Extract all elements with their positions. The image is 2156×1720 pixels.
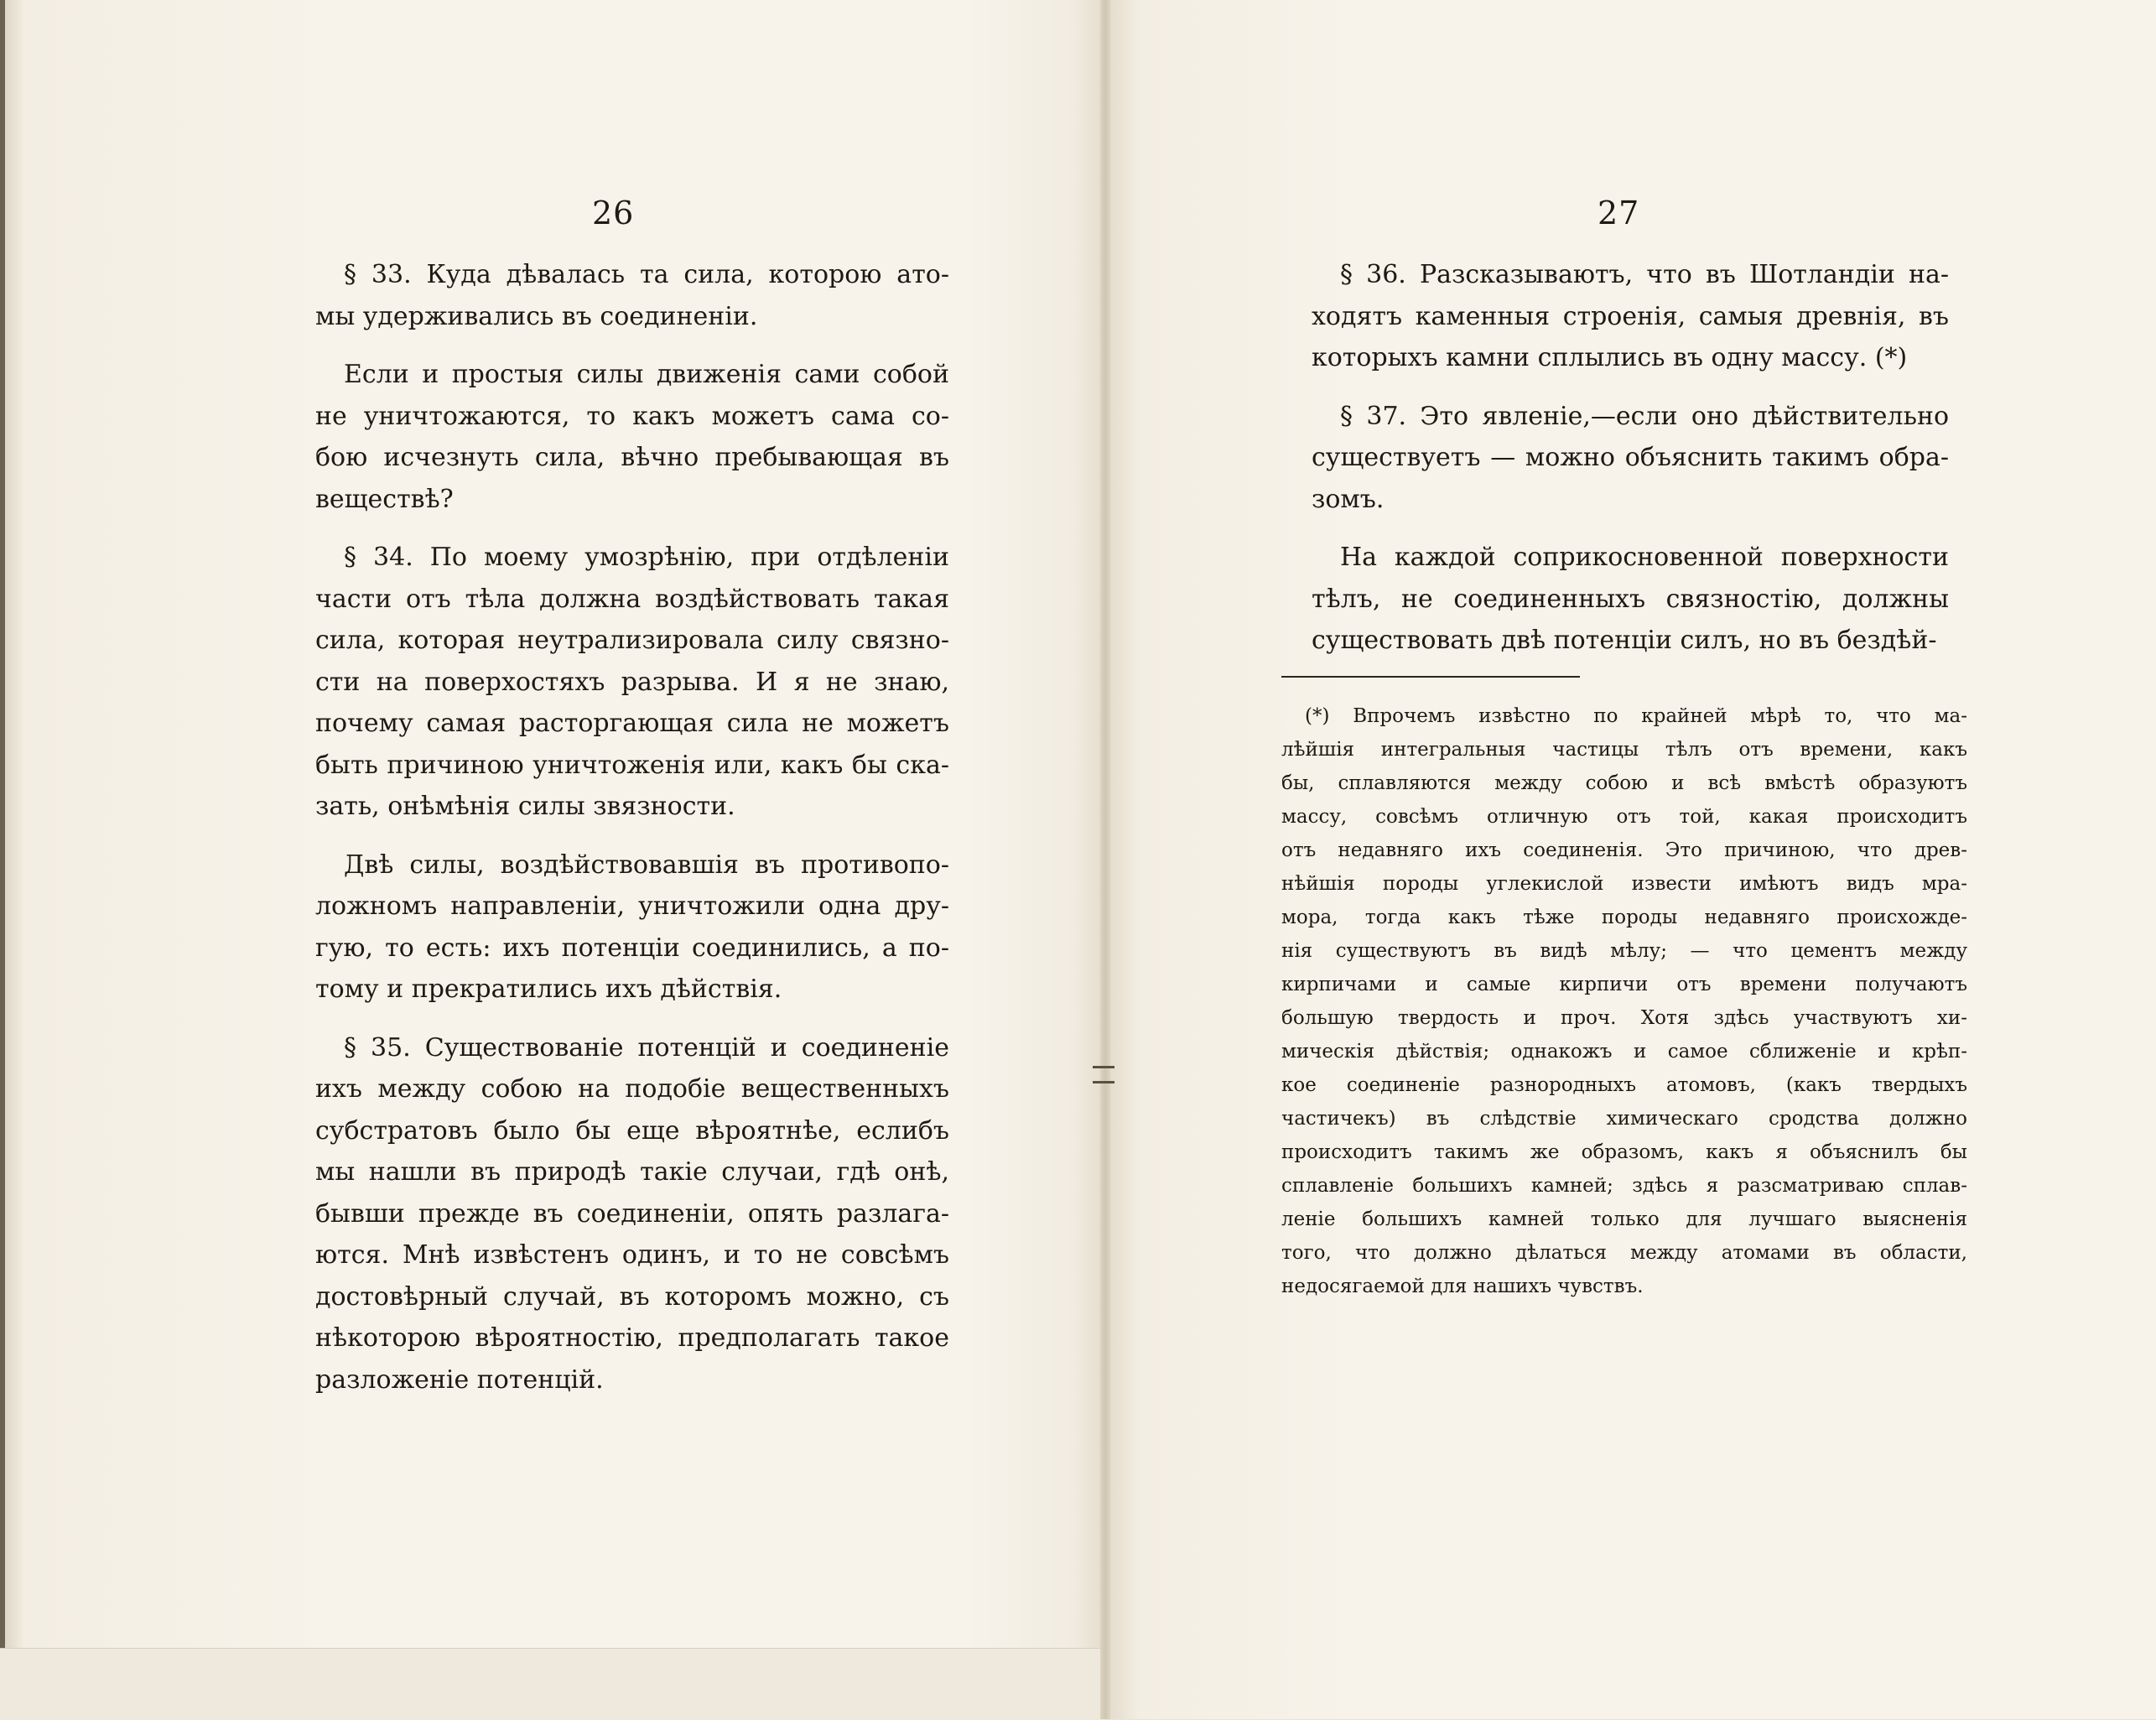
text-line: мы нашли въ природѣ такіе случаи, гдѣ онѣ, (315, 1157, 949, 1187)
text-line: субстратовъ было бы еще вѣроятнѣе, еслибъ (315, 1115, 949, 1146)
text-line: ются. Мнѣ извѣстенъ одинъ, и то не совсѣмъ (315, 1240, 949, 1270)
text-line: тѣлъ, не соединенныхъ связностію, должны (1312, 584, 1949, 614)
text-line: тому и прекратились ихъ дѣйствія. (315, 974, 782, 1004)
paragraph (285, 1027, 949, 1401)
fold-mark (1093, 1081, 1114, 1083)
text-line: существовать двѣ потенціи силъ, но въ бездѣй- (1312, 626, 1937, 655)
footnote-line: кирпичами и самые кирпичи отъ времени получаютъ (1281, 974, 1967, 995)
footnote-line: происходитъ такимъ же образомъ, какъ я объяснилъ бы (1281, 1141, 1967, 1163)
footnote-line: сплавленіе большихъ камней; здѣсь я разсматриваю сплав- (1281, 1175, 1967, 1197)
text-line: зомъ. (1312, 484, 1385, 514)
paragraph (1281, 254, 1949, 379)
footnote-line: леніе большихъ камней только для лучшаго выясненія (1281, 1208, 1967, 1230)
footnote-line: того, что должно дѣлаться между атомами въ области, (1281, 1242, 1967, 1264)
paragraph (285, 844, 949, 1011)
text-line: § 36. Разсказываютъ, что въ Шотландіи на- (1340, 260, 1949, 289)
text-line: На каждой соприкосновенной поверхности (1340, 543, 1949, 572)
paragraph (285, 354, 949, 520)
paragraph (1281, 396, 1949, 521)
footnote-rule (1281, 676, 1580, 678)
text-line: которыхъ камни сплылись въ одну массу. (*) (1312, 343, 1908, 372)
text-line: почему самая расторгающая сила не можетъ (315, 709, 949, 738)
text-line: быть причиною уничтоженія или, какъ бы ска- (315, 750, 949, 780)
fold-mark (1093, 1066, 1114, 1068)
footnote-line: кое соединеніе разнородныхъ атомовъ, (какъ твердыхъ (1281, 1074, 1967, 1096)
text-line: бывши прежде въ соединеніи, опять разлага- (315, 1198, 949, 1229)
footnote-line: отъ недавняго ихъ соединенія. Это причиною, что древ- (1281, 839, 1967, 861)
footnote-line: нѣйшія породы углекислой извести имѣютъ видъ мра- (1281, 873, 1967, 895)
page-bottom-edge (0, 1648, 1105, 1720)
text-line: достовѣрный случай, въ которомъ можно, съ (315, 1281, 949, 1312)
footnote-line: (*) Впрочемъ извѣстно по крайней мѣрѣ то, что ма- (1305, 705, 1967, 727)
text-line: бою исчезнуть сила, вѣчно пребывающая въ (315, 443, 949, 472)
footnote-line: бы, сплавляются между собою и всѣ вмѣстѣ образуютъ (1281, 772, 1967, 794)
left-page-body (285, 254, 949, 1417)
text-line: нѣкоторою вѣроятностію, предполагать такое (315, 1323, 949, 1353)
footnote-line: лѣйшія интегральныя частицы тѣлъ отъ времени, какъ (1281, 739, 1967, 761)
footnote-line: нія существуютъ въ видѣ мѣлу; — что цементъ между (1281, 940, 1967, 962)
text-line: не уничтожаются, то какъ можетъ сама со- (315, 401, 949, 431)
text-line: ложномъ направленіи, уничтожили одна дру- (315, 891, 949, 921)
footnote (1281, 699, 1967, 1303)
text-line: сила, которая неутрализировала силу связно- (315, 626, 949, 655)
paragraph (1281, 537, 1949, 662)
text-line: зать, онѣмѣнія силы звязности. (315, 792, 735, 821)
text-line: гую, то есть: ихъ потенціи соединились, а по- (315, 933, 949, 963)
footnote-line: мора, тогда какъ тѣже породы недавняго происхожде- (1281, 907, 1967, 928)
text-line: мы удерживались въ соединеніи. (315, 301, 758, 331)
page-number-right: 27 (1598, 195, 1640, 231)
footnote-line: частичекъ) въ слѣдствіе химическаго сродства должно (1281, 1108, 1967, 1130)
text-line: ихъ между собою на подобіе вещественныхъ (315, 1074, 949, 1104)
text-line: веществѣ? (315, 484, 454, 514)
footnote-line: массу, совсѣмъ отличную отъ той, какая происходитъ (1281, 806, 1967, 828)
text-line: § 33. Куда дѣвалась та сила, которою ато- (344, 260, 949, 289)
paragraph (285, 537, 949, 828)
footnote-line: мическія дѣйствія; однакожъ и самое сближеніе и крѣп- (1281, 1041, 1967, 1063)
text-line: § 34. По моему умозрѣнію, при отдѣленіи (344, 543, 949, 572)
text-line: существуетъ — можно объяснить такимъ обра- (1312, 443, 1949, 472)
text-line: Если и простыя силы движенія сами собой (344, 360, 949, 389)
text-line: сти на поверхостяхъ разрыва. И я не знаю, (315, 667, 949, 697)
footnote-line: недосягаемой для нашихъ чувствъ. (1281, 1276, 1644, 1297)
text-line: разложеніе потенцій. (315, 1364, 604, 1395)
text-line: части отъ тѣла должна воздѣйствовать такая (315, 584, 949, 614)
text-line: § 37. Это явленіе,—если оно дѣйствительно (1340, 401, 1949, 431)
right-page-body (1281, 254, 1949, 678)
page-number-left: 26 (592, 195, 635, 231)
text-line: ходятъ каменныя строенія, самыя древнія, въ (1312, 301, 1949, 331)
book-gutter (1100, 0, 1110, 1719)
text-line: § 35. Существованіе потенцій и соединеніе (344, 1032, 949, 1063)
book-edge (0, 0, 5, 1719)
footnote-line: большую твердость и проч. Хотя здѣсь участвуютъ хи- (1281, 1007, 1967, 1029)
text-line: Двѣ силы, воздѣйствовавшія въ противопо- (344, 850, 949, 880)
paragraph (285, 254, 949, 337)
